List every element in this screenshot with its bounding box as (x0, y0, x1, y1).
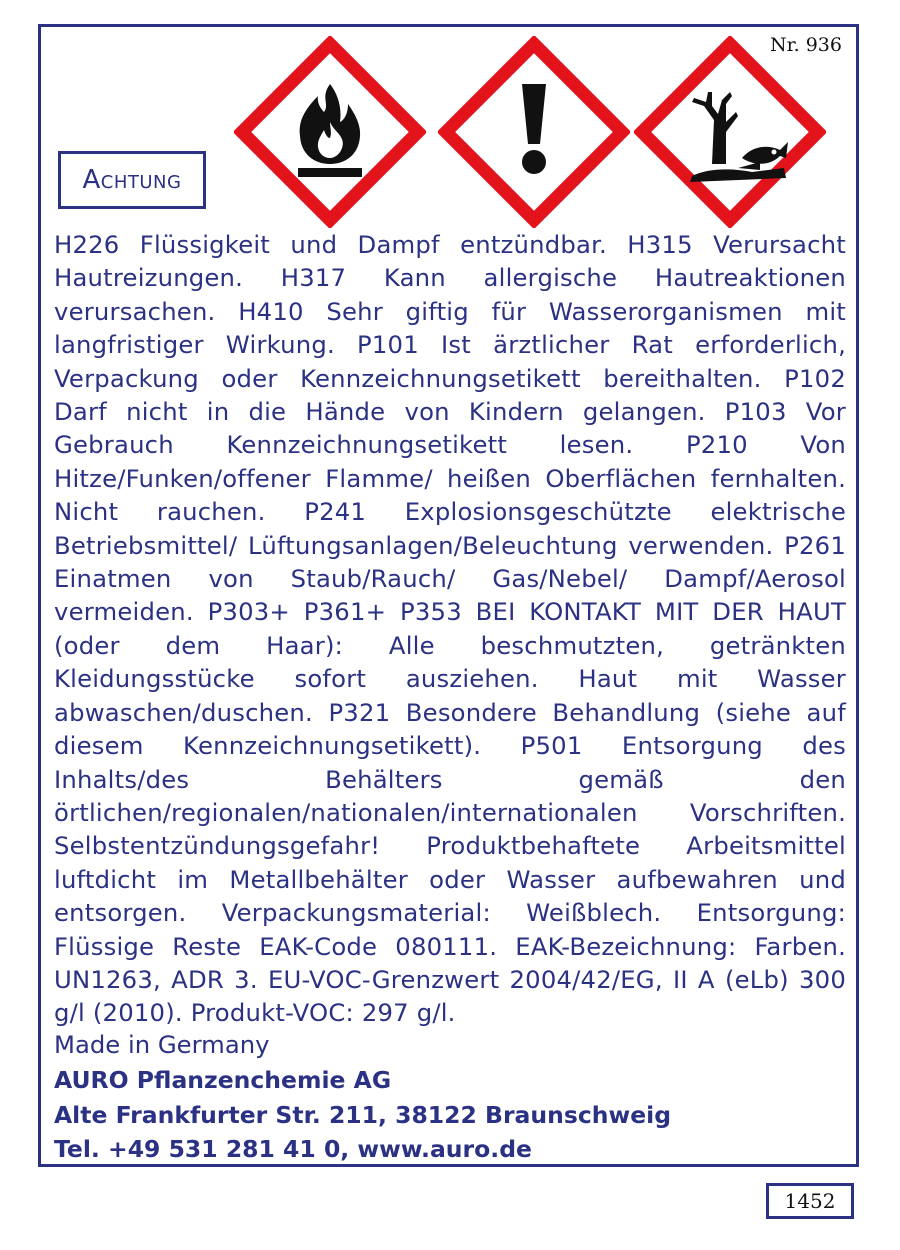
article-number: 1452 (784, 1189, 836, 1213)
company-name: AURO Pflanzenchemie AG (54, 1066, 392, 1094)
exclamation-icon (438, 36, 630, 228)
article-number-box (766, 1183, 854, 1219)
environment-icon (634, 36, 826, 228)
made-in: Made in Germany (54, 1030, 270, 1059)
signal-word-box (58, 151, 206, 209)
signal-word: Achtung (82, 165, 182, 195)
company-address: Alte Frankfurter Str. 211, 38122 Braunschweig (54, 1101, 672, 1129)
label-number: Nr. 936 (770, 34, 842, 56)
company-contact: Tel. +49 531 281 41 0, www.auro.de (54, 1135, 532, 1163)
hazard-statements: H226 Flüssigkeit und Dampf entzündbar. H315 Verursacht Hautreizungen. H317 Kann allergische Hautreaktionen verursachen. H410 Sehr giftig für Wasserorganismen mit langfristiger Wirkung. P101 Ist ärztlicher Rat erforderlich, Verpackung oder Kennzeichnungsetikett bereithalten. P102 Darf nicht in die Hände von Kindern gelangen. P103 Vor Gebrauch Kennzeichnungsetikett lesen. P210 Von Hitze/Funken/offener Flamme/ heißen Oberflächen fernhalten. Nicht rauchen. P241 Explosionsgeschützte elektrische Betriebsmittel/ Lüftungsanlagen/Beleuchtung verwenden. P261 Einatmen von Staub/Rauch/ Gas/Nebel/ Dampf/Aerosol vermeiden. P303+ P361+ P353 BEI KONTAKT MIT DER HAUT (oder dem Haar): Alle beschmutzten, getränkten Kleidungsstücke sofort ausziehen. Haut mit Wasser abwaschen/duschen. P321 Besondere Behandlung (siehe auf diesem Kennzeichnungsetikett). P501 Entsorgung des Inhalts/des Behälters gemäß den örtlichen/regionalen/nationalen/internationalen Vorschriften. Selbstentzündungsgefahr! Produktbehaftete Arbeitsmittel luftdicht im Metallbehälter oder Wasser aufbewahren und entsorgen. Verpackungsmaterial: Weißblech. Entsorgung: Flüssige Reste EAK-Code 080111. EAK-Bezeichnung: Farben. UN1263, ADR 3. EU-VOC-Grenzwert 2004/42/EG, II A (eLb) 300 g/l (2010). Produkt-VOC: 297 g/l. (54, 230, 846, 1028)
flame-icon (234, 36, 426, 228)
